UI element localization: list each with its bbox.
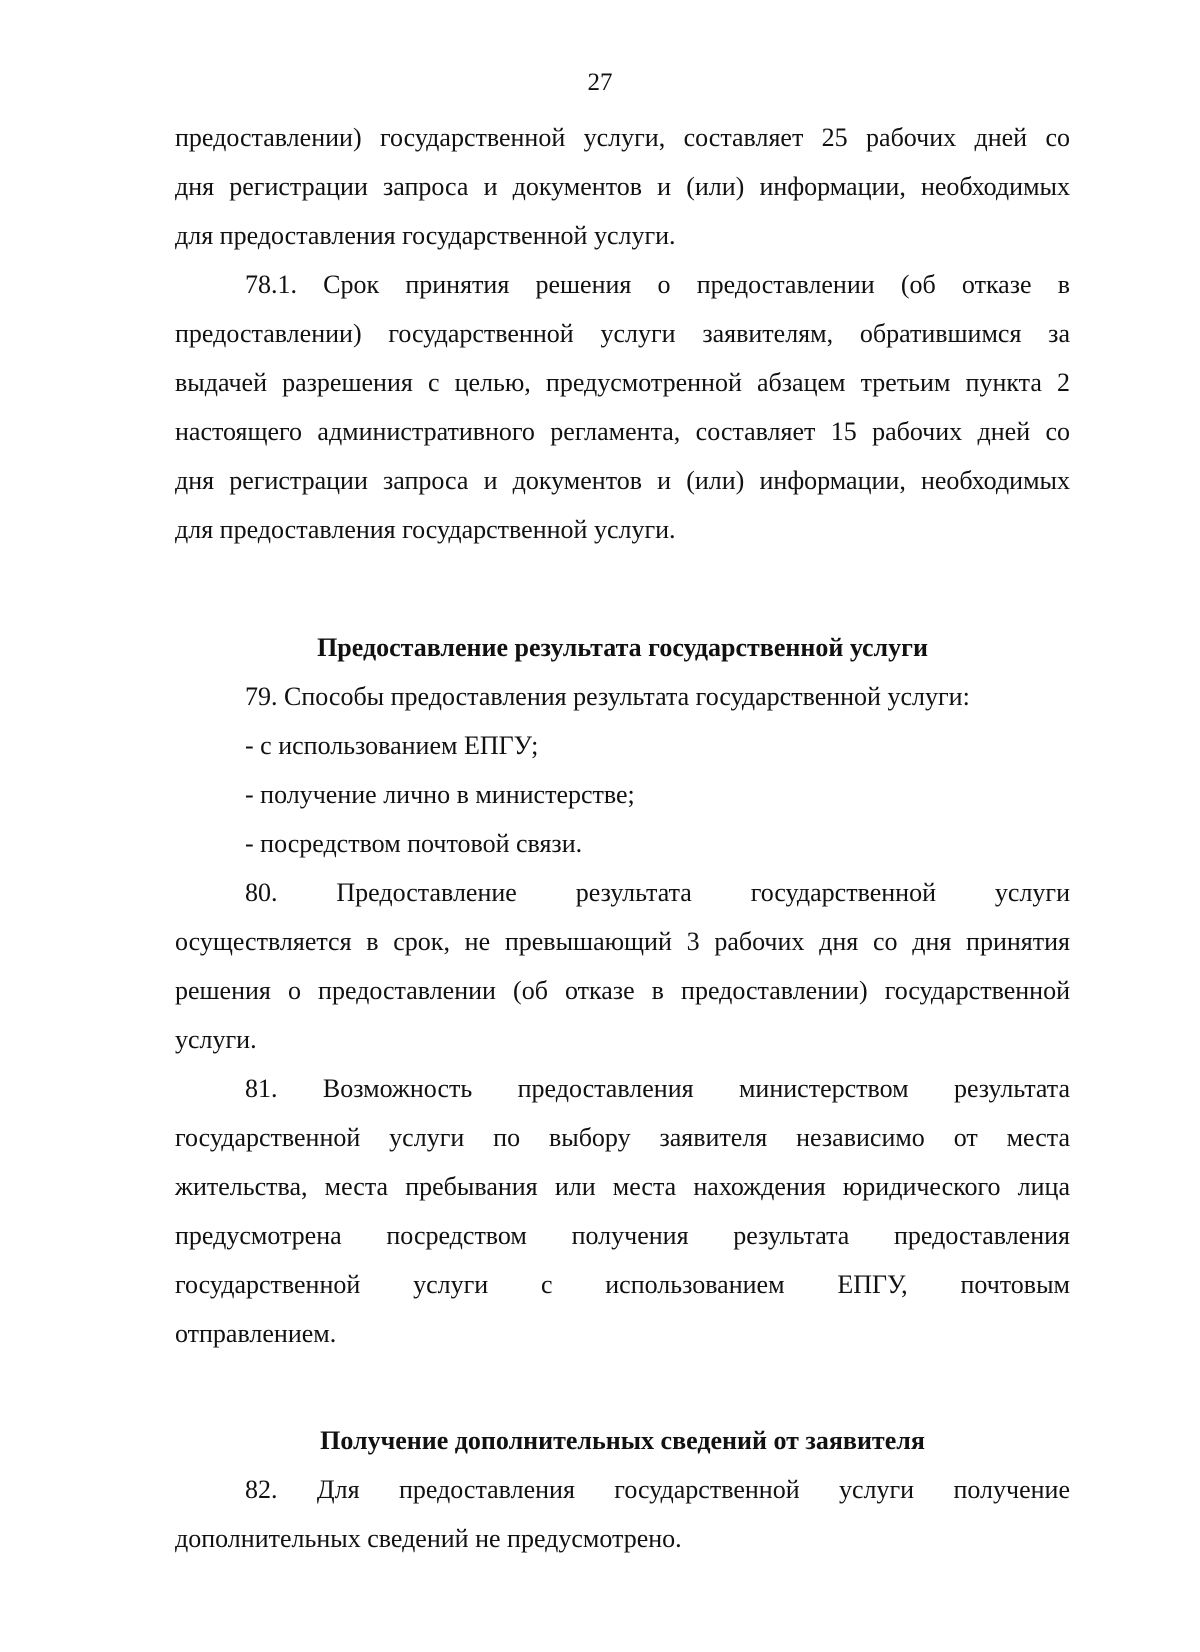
- spacer: [175, 554, 1070, 623]
- paragraph-clause-79: [175, 672, 1070, 868]
- text-line: предусмотрена посредством получения результата предоставления: [175, 1221, 1070, 1250]
- paragraph-clause-82: [175, 1465, 1070, 1563]
- section-heading-additional: Получение дополнительных сведений от заявителя: [320, 1426, 925, 1455]
- text-line: дня регистрации запроса и документов и (или) информации, необходимых: [175, 466, 1070, 495]
- text-line: услуги.: [175, 1025, 257, 1054]
- paragraph-clause-78-1: [175, 260, 1070, 554]
- text-line: для предоставления государственной услуги.: [175, 515, 676, 544]
- text-line: выдачей разрешения с целью, предусмотренной абзацем третьим пункта 2: [175, 368, 1070, 397]
- text-line: предоставлении) государственной услуги заявителям, обратившимся за: [175, 319, 1070, 348]
- spacer: [175, 1358, 1070, 1416]
- paragraph-intro: [175, 113, 1070, 260]
- text-line: государственной услуги с использованием ЕПГУ, почтовым: [175, 1270, 1070, 1299]
- text-line: отправлением.: [175, 1319, 337, 1348]
- list-item: - с использованием ЕПГУ;: [245, 731, 539, 760]
- text-line: дополнительных сведений не предусмотрено.: [175, 1524, 682, 1553]
- list-item: - получение лично в министерстве;: [245, 780, 635, 809]
- text-line: для предоставления государственной услуги.: [175, 221, 676, 250]
- text-line: 79. Способы предоставления результата государственной услуги:: [245, 682, 970, 711]
- section-heading-result: Предоставление результата государственной услуги: [317, 633, 928, 662]
- text-line: осуществляется в срок, не превышающий 3 рабочих дня со дня принятия: [175, 927, 1070, 956]
- list-item: - посредством почтовой связи.: [245, 829, 583, 858]
- paragraph-clause-81: [175, 1064, 1070, 1358]
- text-line: 81. Возможность предоставления министерством результата: [245, 1074, 1070, 1103]
- text-line: предоставлении) государственной услуги, составляет 25 рабочих дней со: [175, 123, 1070, 152]
- text-line: 78.1. Срок принятия решения о предоставлении (об отказе в: [245, 270, 1070, 299]
- text-line: 80. Предоставление результата государственной услуги: [245, 878, 1070, 907]
- paragraph-clause-80: [175, 868, 1070, 1064]
- text-line: решения о предоставлении (об отказе в предоставлении) государственной: [175, 976, 1070, 1005]
- document-body: [175, 113, 1070, 1563]
- text-line: государственной услуги по выбору заявителя независимо от места: [175, 1123, 1070, 1152]
- page-number: 27: [587, 69, 613, 96]
- text-line: 82. Для предоставления государственной услуги получение: [245, 1475, 1070, 1504]
- text-line: жительства, места пребывания или места нахождения юридического лица: [175, 1172, 1070, 1201]
- text-line: дня регистрации запроса и документов и (или) информации, необходимых: [175, 172, 1070, 201]
- text-line: настоящего административного регламента, составляет 15 рабочих дней со: [175, 417, 1070, 446]
